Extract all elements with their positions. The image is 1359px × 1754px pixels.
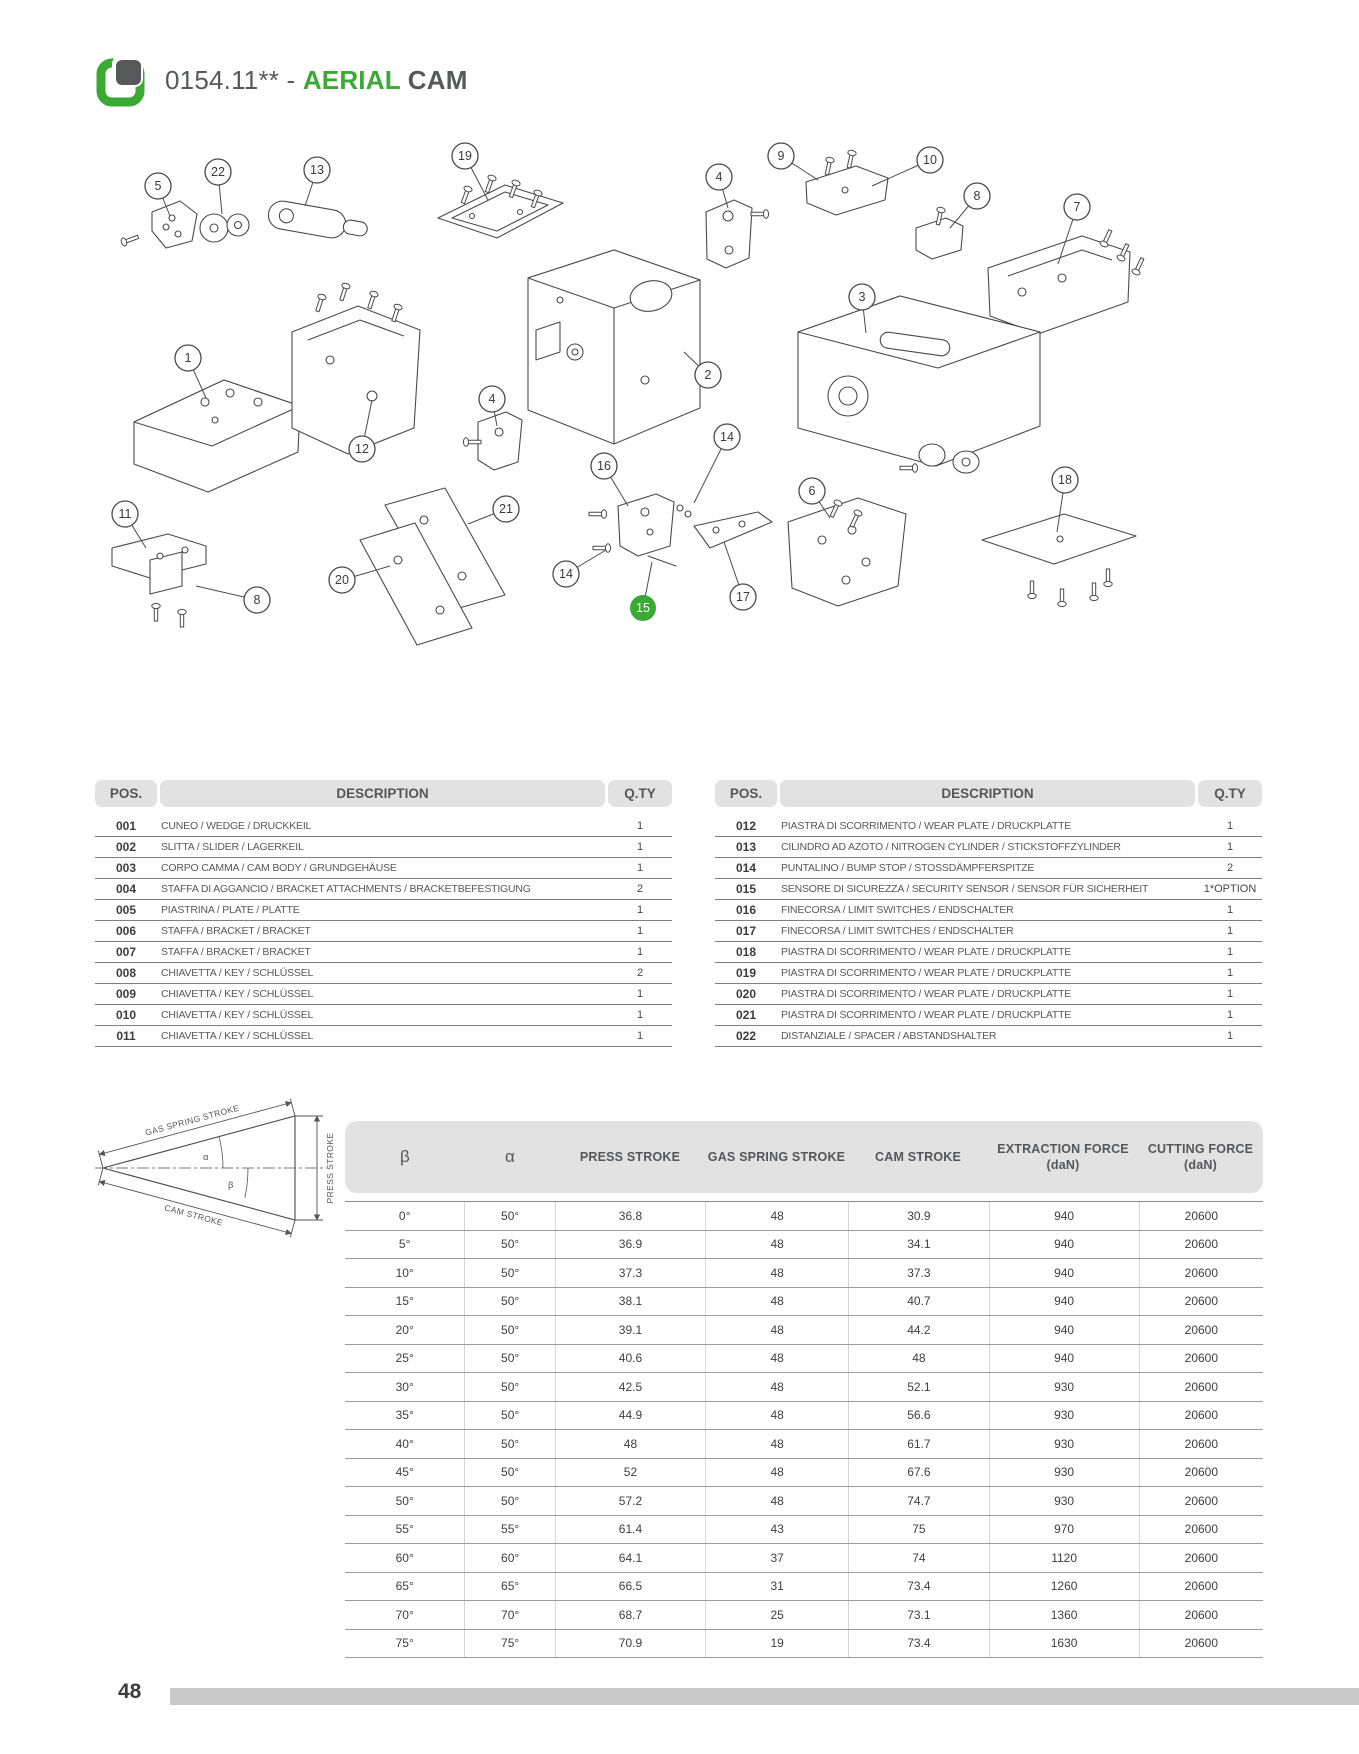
brand-logo-icon	[95, 53, 149, 107]
part-qty: 1	[636, 925, 644, 937]
stroke-cell: 50°	[465, 1288, 556, 1316]
part-qty: 1	[636, 1030, 644, 1042]
part-pos: 010	[115, 1008, 137, 1022]
part-description: DISTANZIALE / SPACER / ABSTANDSHALTER	[781, 1030, 997, 1042]
stroke-cell: 70°	[465, 1601, 556, 1629]
part-pos: 004	[115, 882, 137, 896]
svg-text:4: 4	[488, 392, 496, 406]
parts-table-row	[95, 984, 672, 1005]
part-description: CHIAVETTA / KEY / SCHLÜSSEL	[161, 1030, 314, 1042]
parts-table-row	[715, 921, 1262, 942]
stroke-cell: 50°	[465, 1373, 556, 1401]
stroke-cell: 48	[706, 1373, 849, 1401]
gas-spring-stroke-label: GAS SPRING STROKE	[144, 1102, 241, 1138]
stroke-cell: 52	[556, 1459, 706, 1487]
stroke-table-row	[345, 1573, 1263, 1602]
page-title	[165, 65, 468, 96]
stroke-cell: 50°	[465, 1316, 556, 1344]
stroke-cell: 34.1	[849, 1231, 989, 1259]
callout-4	[706, 164, 732, 208]
stroke-cell: 55°	[465, 1516, 556, 1544]
stroke-cell: 20600	[1184, 1322, 1219, 1337]
stroke-cell: 74	[849, 1544, 989, 1572]
part-pos: 020	[735, 987, 757, 1001]
part-pos: 017	[735, 924, 757, 938]
exploded-view-drawing	[0, 118, 1359, 680]
part-qty: 1	[636, 1009, 644, 1021]
stroke-cell: 930	[990, 1430, 1140, 1458]
stroke-cell: 42.5	[556, 1373, 706, 1401]
stroke-cell: 60°	[345, 1544, 465, 1572]
callout-13	[304, 157, 330, 206]
stroke-cell: 70°	[345, 1601, 465, 1629]
stroke-cell: 20600	[1184, 1550, 1219, 1565]
part-description: PIASTRA DI SCORRIMENTO / WEAR PLATE / DRUCKPLATTE	[781, 820, 1072, 832]
stroke-cell: 43	[706, 1516, 849, 1544]
stroke-cell: 48	[849, 1345, 989, 1373]
stroke-cell: 30.9	[849, 1202, 989, 1230]
parts-table-right	[715, 780, 1262, 1047]
stroke-cell: 48	[706, 1316, 849, 1344]
stroke-cell: 50°	[465, 1487, 556, 1515]
svg-text:12: 12	[355, 442, 369, 456]
part-pos: 009	[115, 987, 137, 1001]
footer-bar	[170, 1688, 1359, 1705]
stroke-cell: 50°	[465, 1259, 556, 1287]
part-pos: 016	[735, 903, 757, 917]
stroke-table-row	[345, 1259, 1263, 1288]
stroke-cell: 20600	[1184, 1408, 1219, 1423]
stroke-cell: 73.4	[849, 1630, 989, 1658]
stroke-cell: 40.6	[556, 1345, 706, 1373]
stroke-data-table	[345, 1121, 1263, 1658]
part-pos: 021	[735, 1008, 757, 1022]
stroke-cell: 56.6	[849, 1402, 989, 1430]
stroke-table-rows	[345, 1201, 1263, 1658]
svg-text:4: 4	[715, 170, 723, 184]
stroke-cell: 20°	[345, 1316, 465, 1344]
description-column-header: DESCRIPTION	[780, 780, 1195, 807]
callout-16	[591, 453, 628, 506]
parts-table-row	[95, 1005, 672, 1026]
part-pos: 015	[735, 882, 757, 896]
svg-text:15: 15	[636, 601, 650, 615]
stroke-cell: 50°	[465, 1202, 556, 1230]
page-header	[95, 52, 468, 108]
svg-text:18: 18	[1058, 473, 1072, 487]
qty-column-header: Q.TY	[608, 780, 672, 807]
stroke-cell: 36.9	[556, 1231, 706, 1259]
part-qty: 1	[636, 820, 644, 832]
stroke-table-row	[345, 1544, 1263, 1573]
stroke-cell: 20600	[1184, 1579, 1219, 1594]
stroke-cell: 930	[990, 1487, 1140, 1515]
part-pos: 012	[735, 819, 757, 833]
stroke-cell: 75°	[345, 1630, 465, 1658]
part-description: CHIAVETTA / KEY / SCHLÜSSEL	[161, 967, 314, 979]
stroke-column-header: EXTRACTION FORCE (daN)	[997, 1141, 1129, 1172]
alpha-label: α	[203, 1152, 209, 1163]
stroke-cell: 10°	[345, 1259, 465, 1287]
stroke-cell: 48	[706, 1259, 849, 1287]
svg-text:22: 22	[211, 165, 225, 179]
stroke-cell: 50°	[465, 1345, 556, 1373]
parts-table-row	[715, 879, 1262, 900]
part-description: STAFFA / BRACKET / BRACKET	[161, 946, 311, 958]
stroke-cell: 50°	[465, 1459, 556, 1487]
stroke-table-row	[345, 1430, 1263, 1459]
parts-table-row	[95, 858, 672, 879]
parts-table-header	[95, 780, 672, 807]
stroke-cell: 52.1	[849, 1373, 989, 1401]
svg-text:13: 13	[310, 163, 324, 177]
parts-table-row	[95, 942, 672, 963]
svg-text:1: 1	[184, 351, 192, 365]
part-pos: 018	[735, 945, 757, 959]
stroke-table-row	[345, 1288, 1263, 1317]
stroke-cell: 64.1	[556, 1544, 706, 1572]
stroke-table-row	[345, 1402, 1263, 1431]
stroke-cell: 61.4	[556, 1516, 706, 1544]
svg-text:8: 8	[973, 189, 981, 203]
part-qty: 1	[636, 862, 644, 874]
stroke-cell: 1360	[990, 1601, 1140, 1629]
stroke-cell: 20600	[1184, 1436, 1219, 1451]
stroke-cell: 73.1	[849, 1601, 989, 1629]
svg-text:7: 7	[1073, 200, 1081, 214]
svg-text:20: 20	[335, 573, 349, 587]
stroke-cell: 19	[706, 1630, 849, 1658]
stroke-column-header: CAM STROKE	[874, 1149, 962, 1164]
part-description: PUNTALINO / BUMP STOP / STOSSDÄMPFERSPITZE	[781, 862, 1035, 874]
callout-8	[950, 183, 990, 228]
callout-9	[768, 143, 818, 180]
stroke-cell: 44.9	[556, 1402, 706, 1430]
stroke-cell: 940	[990, 1202, 1140, 1230]
part-pos: 007	[115, 945, 137, 959]
stroke-table-header	[345, 1121, 1263, 1193]
stroke-cell: 75	[849, 1516, 989, 1544]
stroke-cell: 35°	[345, 1402, 465, 1430]
part-qty: 1	[636, 946, 644, 958]
pos-column-header: POS.	[715, 780, 777, 807]
stroke-cell: 45°	[345, 1459, 465, 1487]
stroke-cell: 930	[990, 1373, 1140, 1401]
stroke-cell: 55°	[345, 1516, 465, 1544]
stroke-cell: 930	[990, 1459, 1140, 1487]
callout-22	[205, 159, 231, 214]
part-pos: 008	[115, 966, 137, 980]
stroke-cell: 25°	[345, 1345, 465, 1373]
stroke-cell: 15°	[345, 1288, 465, 1316]
stroke-cell: 20600	[1184, 1208, 1219, 1223]
part-description: PIASTRINA / PLATE / PLATTE	[161, 904, 300, 916]
stroke-cell: 48	[706, 1288, 849, 1316]
parts-table-row	[95, 1026, 672, 1047]
stroke-cell: 40.7	[849, 1288, 989, 1316]
parts-rows-right	[715, 816, 1262, 1047]
part-description: CILINDRO AD AZOTO / NITROGEN CYLINDER / STICKSTOFFZYLINDER	[781, 841, 1121, 853]
part-description: STAFFA / BRACKET / BRACKET	[161, 925, 311, 937]
callout-8	[196, 586, 270, 613]
parts-table-row	[715, 963, 1262, 984]
stroke-angle-diagram	[95, 1098, 347, 1250]
parts-table-left	[95, 780, 672, 1047]
stroke-table-row	[345, 1373, 1263, 1402]
stroke-cell: 50°	[465, 1231, 556, 1259]
stroke-cell: 970	[990, 1516, 1140, 1544]
part-qty: 2	[636, 967, 644, 979]
stroke-table-row	[345, 1459, 1263, 1488]
stroke-cell: 37	[706, 1544, 849, 1572]
stroke-cell: 57.2	[556, 1487, 706, 1515]
callout-17	[724, 542, 756, 610]
stroke-table-row	[345, 1516, 1263, 1545]
parts-table-header	[715, 780, 1262, 807]
svg-text:14: 14	[559, 567, 573, 581]
part-qty: 1*OPTION	[1203, 883, 1257, 895]
stroke-cell: 50°	[345, 1487, 465, 1515]
cam-stroke-label: CAM STROKE	[163, 1202, 225, 1228]
stroke-cell: 20600	[1184, 1636, 1219, 1651]
part-pos: 014	[735, 861, 757, 875]
stroke-cell: 48	[706, 1430, 849, 1458]
part-pos: 019	[735, 966, 757, 980]
stroke-cell: 60°	[465, 1544, 556, 1572]
stroke-column-header: α	[504, 1146, 516, 1166]
parts-table-row	[95, 921, 672, 942]
stroke-cell: 5°	[345, 1231, 465, 1259]
stroke-cell: 48	[706, 1345, 849, 1373]
callout-15	[630, 562, 656, 621]
part-description: SENSORE DI SICUREZZA / SECURITY SENSOR / SENSOR FÜR SICHERHEIT	[781, 883, 1149, 895]
svg-text:19: 19	[458, 149, 472, 163]
stroke-cell: 48	[556, 1430, 706, 1458]
product-code: 0154.11**	[165, 64, 280, 95]
page-title-rest: CAM	[407, 64, 468, 95]
stroke-table-row	[345, 1345, 1263, 1374]
parts-table-row	[715, 837, 1262, 858]
part-pos: 013	[735, 840, 757, 854]
stroke-table-row	[345, 1630, 1263, 1659]
title-separator: -	[279, 64, 303, 95]
part-qty: 2	[636, 883, 644, 895]
stroke-cell: 48	[706, 1487, 849, 1515]
part-qty: 1	[1226, 925, 1234, 937]
stroke-cell: 940	[990, 1345, 1140, 1373]
part-description: SLITTA / SLIDER / LAGERKEIL	[161, 841, 304, 853]
stroke-table-row	[345, 1316, 1263, 1345]
stroke-cell: 940	[990, 1316, 1140, 1344]
qty-column-header: Q.TY	[1198, 780, 1262, 807]
stroke-cell: 0°	[345, 1202, 465, 1230]
stroke-cell: 1260	[990, 1573, 1140, 1601]
stroke-cell: 66.5	[556, 1573, 706, 1601]
pos-column-header: POS.	[95, 780, 157, 807]
stroke-cell: 48	[706, 1402, 849, 1430]
part-qty: 1	[636, 904, 644, 916]
parts-table-row	[715, 1005, 1262, 1026]
stroke-cell: 36.8	[556, 1202, 706, 1230]
stroke-cell: 44.2	[849, 1316, 989, 1344]
part-qty: 1	[1226, 988, 1234, 1000]
stroke-cell: 74.7	[849, 1487, 989, 1515]
stroke-cell: 20600	[1184, 1265, 1219, 1280]
stroke-cell: 73.4	[849, 1573, 989, 1601]
stroke-cell: 39.1	[556, 1316, 706, 1344]
parts-table-row	[715, 984, 1262, 1005]
part-pos: 011	[116, 1029, 136, 1043]
drawing-parts	[112, 150, 1146, 645]
stroke-cell: 20600	[1184, 1351, 1219, 1366]
stroke-cell: 48	[706, 1202, 849, 1230]
callout-14	[553, 550, 606, 587]
part-pos: 022	[735, 1029, 757, 1043]
parts-table-row	[715, 942, 1262, 963]
stroke-cell: 65°	[345, 1573, 465, 1601]
stroke-column-header: PRESS STROKE	[579, 1149, 681, 1164]
callout-14	[694, 424, 740, 503]
svg-text:14: 14	[720, 430, 734, 444]
stroke-cell: 67.6	[849, 1459, 989, 1487]
parts-table-row	[715, 816, 1262, 837]
stroke-table-row	[345, 1487, 1263, 1516]
svg-text:10: 10	[923, 153, 937, 167]
part-qty: 1	[1226, 1030, 1234, 1042]
part-pos: 003	[115, 861, 137, 875]
stroke-cell: 20600	[1184, 1379, 1219, 1394]
parts-table-row	[95, 816, 672, 837]
part-description: CHIAVETTA / KEY / SCHLÜSSEL	[161, 988, 314, 1000]
stroke-cell: 20600	[1184, 1607, 1219, 1622]
parts-table-row	[715, 1026, 1262, 1047]
part-description: CUNEO / WEDGE / DRUCKKEIL	[161, 820, 312, 832]
part-description: CHIAVETTA / KEY / SCHLÜSSEL	[161, 1009, 314, 1021]
svg-text:11: 11	[118, 507, 132, 521]
stroke-cell: 20600	[1184, 1522, 1219, 1537]
stroke-cell: 50°	[465, 1430, 556, 1458]
stroke-cell: 930	[990, 1402, 1140, 1430]
part-pos: 006	[115, 924, 137, 938]
stroke-table-row	[345, 1231, 1263, 1260]
part-pos: 001	[115, 819, 137, 833]
stroke-cell: 37.3	[849, 1259, 989, 1287]
svg-text:5: 5	[154, 179, 162, 193]
stroke-cell: 50°	[465, 1402, 556, 1430]
press-stroke-label: PRESS STROKE	[325, 1132, 335, 1204]
stroke-table-row	[345, 1601, 1263, 1630]
svg-text:21: 21	[499, 502, 513, 516]
stroke-cell: 30°	[345, 1373, 465, 1401]
stroke-table-row	[345, 1202, 1263, 1231]
page-number: 48	[118, 1680, 142, 1703]
beta-label: β	[228, 1180, 234, 1191]
stroke-cell: 20600	[1184, 1294, 1219, 1309]
parts-table-row	[95, 963, 672, 984]
stroke-cell: 20600	[1184, 1465, 1219, 1480]
parts-table-row	[715, 858, 1262, 879]
svg-text:3: 3	[858, 290, 866, 304]
stroke-cell: 40°	[345, 1430, 465, 1458]
stroke-cell: 20600	[1184, 1493, 1219, 1508]
parts-rows-left	[95, 816, 672, 1047]
part-pos: 005	[115, 903, 137, 917]
stroke-cell: 940	[990, 1288, 1140, 1316]
part-qty: 1	[636, 988, 644, 1000]
svg-text:8: 8	[253, 593, 261, 607]
part-qty: 1	[1226, 967, 1234, 979]
part-qty: 1	[1226, 1009, 1234, 1021]
part-description: PIASTRA DI SCORRIMENTO / WEAR PLATE / DRUCKPLATTE	[781, 946, 1072, 958]
stroke-cell: 940	[990, 1259, 1140, 1287]
stroke-cell: 31	[706, 1573, 849, 1601]
part-qty: 1	[1226, 904, 1234, 916]
part-description: PIASTRA DI SCORRIMENTO / WEAR PLATE / DRUCKPLATTE	[781, 988, 1072, 1000]
stroke-cell: 1630	[990, 1630, 1140, 1658]
stroke-cell: 48	[706, 1231, 849, 1259]
stroke-column-header: CUTTING FORCE (daN)	[1147, 1141, 1254, 1172]
part-qty: 1	[636, 841, 644, 853]
stroke-cell: 20600	[1184, 1237, 1219, 1252]
parts-table-row	[95, 837, 672, 858]
part-description: PIASTRA DI SCORRIMENTO / WEAR PLATE / DRUCKPLATTE	[781, 1009, 1072, 1021]
part-description: FINECORSA / LIMIT SWITCHES / ENDSCHALTER	[781, 904, 1014, 916]
stroke-column-header: GAS SPRING STROKE	[707, 1149, 846, 1164]
callout-21	[468, 496, 519, 524]
part-description: PIASTRA DI SCORRIMENTO / WEAR PLATE / DRUCKPLATTE	[781, 967, 1072, 979]
stroke-cell: 65°	[465, 1573, 556, 1601]
stroke-cell: 37.3	[556, 1259, 706, 1287]
svg-text:16: 16	[597, 459, 611, 473]
parts-table-row	[95, 900, 672, 921]
part-description: FINECORSA / LIMIT SWITCHES / ENDSCHALTER	[781, 925, 1014, 937]
parts-table-row	[715, 900, 1262, 921]
svg-text:2: 2	[704, 368, 712, 382]
stroke-cell: 48	[706, 1459, 849, 1487]
stroke-cell: 25	[706, 1601, 849, 1629]
description-column-header: DESCRIPTION	[160, 780, 605, 807]
stroke-cell: 70.9	[556, 1630, 706, 1658]
svg-text:9: 9	[777, 149, 785, 163]
part-qty: 1	[1226, 820, 1234, 832]
parts-table-row	[95, 879, 672, 900]
part-description: STAFFA DI AGGANCIO / BRACKET ATTACHMENTS / BRACKETBEFESTIGUNG	[161, 883, 531, 895]
part-qty: 2	[1226, 862, 1234, 874]
stroke-cell: 940	[990, 1231, 1140, 1259]
svg-text:17: 17	[736, 590, 750, 604]
stroke-cell: 1120	[990, 1544, 1140, 1572]
stroke-cell: 68.7	[556, 1601, 706, 1629]
part-description: CORPO CAMMA / CAM BODY / GRUNDGEHÄUSE	[161, 862, 397, 874]
stroke-cell: 61.7	[849, 1430, 989, 1458]
part-qty: 1	[1226, 841, 1234, 853]
part-qty: 1	[1226, 946, 1234, 958]
stroke-cell: 38.1	[556, 1288, 706, 1316]
stroke-column-header: β	[400, 1146, 410, 1166]
part-pos: 002	[115, 840, 137, 854]
svg-text:6: 6	[808, 484, 816, 498]
page-title-accent: AERIAL	[302, 64, 401, 95]
stroke-cell: 75°	[465, 1630, 556, 1658]
